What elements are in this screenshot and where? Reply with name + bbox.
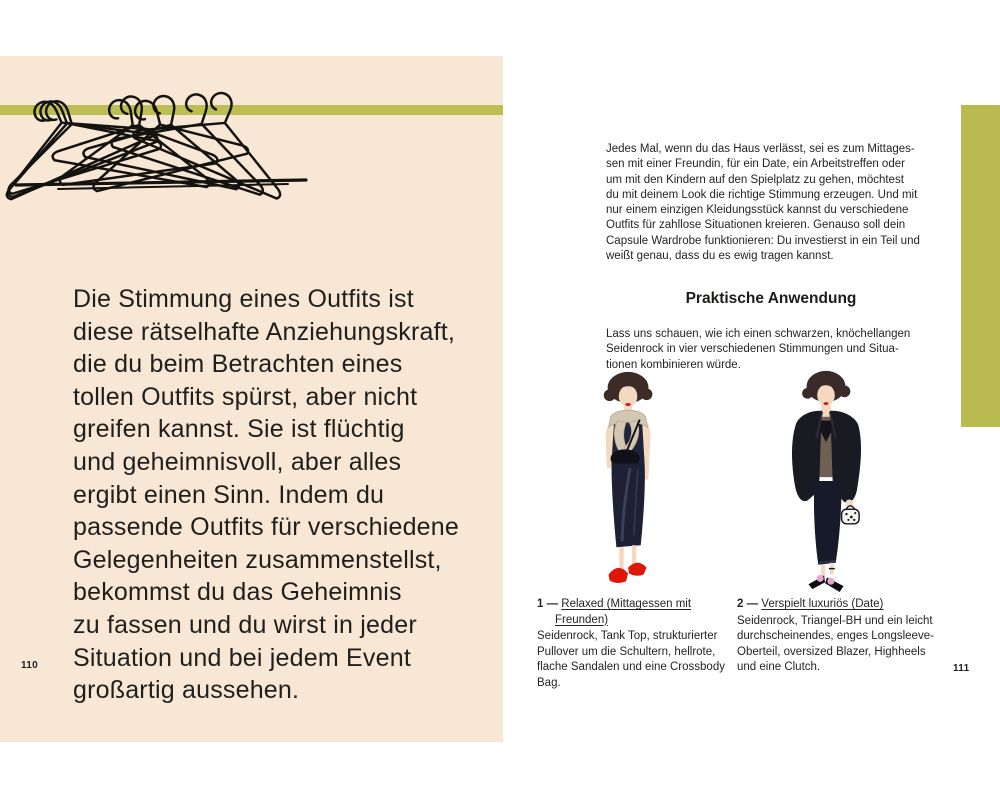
paragraph-line: die du beim Betrachten eines (73, 350, 403, 379)
caption-2-number: 2 — (737, 598, 759, 610)
hanger-group (0, 66, 308, 200)
left-page-paragraph (73, 283, 493, 707)
caption-2-heading (737, 597, 939, 613)
intro-line: sen mit einer Freundin, für ein Date, ein Arbeitstreffen oder (606, 158, 905, 171)
intro-paragraph (606, 142, 941, 264)
paragraph-line: großartig aussehen. (73, 676, 300, 705)
page-number-left: 110 (21, 660, 39, 671)
caption-1 (537, 597, 733, 691)
lead-line: Lass uns schauen, wie ich einen schwarzen, knöchellangen (606, 328, 911, 340)
paragraph-line: ergibt einen Sinn. Indem du (73, 480, 385, 509)
intro-line: du mit deinem Look die richtige Stimmung erzeugen. Und mit (606, 188, 918, 201)
intro-line: um mit den Kindern auf den Spielplatz zu gehen, möchtest (606, 173, 904, 186)
paragraph-line: und geheimnisvoll, aber alles (73, 447, 402, 476)
outfit-illustration-2-date (766, 368, 886, 592)
lead-paragraph (606, 327, 941, 373)
paragraph-line: passende Outfits für verschiedene (73, 513, 459, 542)
caption-1-title: Relaxed (Mittagessen mit Freunden) (555, 598, 692, 626)
intro-line: Jedes Mal, wenn du das Haus verlässt, sei es zum Mittages- (606, 143, 915, 155)
intro-line: Outfits für zahllose Situationen kreieren. Genauso soll dein (606, 219, 906, 232)
paragraph-line: zu fassen und du wirst in jeder (73, 610, 417, 639)
paragraph-line: diese rätselhafte Anziehungskraft, (73, 317, 456, 346)
chapter-tab-marker (961, 105, 1000, 427)
caption-1-heading (537, 597, 733, 628)
caption-1-body: Seidenrock, Tank Top, strukturierter Pullover um die Schultern, hellrote, flache Sandalen und eine Crossbody Bag. (537, 630, 725, 689)
page-number-right: 111 (953, 663, 970, 674)
caption-2-title: Verspielt luxuriös (Date) (761, 598, 884, 610)
paragraph-line: Situation und bei jedem Event (73, 643, 411, 672)
caption-2 (737, 597, 939, 676)
paragraph-line: greifen kannst. Sie ist flüchtig (73, 415, 405, 444)
right-page (503, 56, 1000, 742)
paragraph-line: tollen Outfits spürst, aber nicht (73, 382, 418, 411)
paragraph-line: Die Stimmung eines Outfits ist (73, 285, 414, 313)
caption-2-body: Seidenrock, Triangel-BH und ein leicht durchscheinendes, enges Longsleeve-Oberteil, oversized Blazer, Highheels und eine Clutch. (737, 614, 934, 673)
intro-line: Capsule Wardrobe funktionieren: Du investierst in ein Teil und (606, 234, 920, 247)
left-page (0, 56, 503, 742)
paragraph-line: bekommst du das Geheimnis (73, 578, 402, 607)
intro-line: nur einem einzigen Kleidungsstück kannst du verschiedene (606, 204, 909, 217)
section-heading: Praktische Anwendung (685, 290, 857, 307)
caption-1-number: 1 — (537, 598, 559, 610)
intro-line: weißt genau, dass du es ewig tragen kannst. (606, 250, 834, 263)
wire-hangers-illustration (0, 64, 330, 244)
lead-line: Seidenrock in vier verschiedenen Stimmungen und Situa- (606, 343, 899, 356)
outfit-illustration-1-relaxed (570, 368, 690, 592)
lead-line: tionen kombinieren würde. (606, 358, 741, 371)
paragraph-line: Gelegenheiten zusammenstellst, (73, 545, 442, 574)
